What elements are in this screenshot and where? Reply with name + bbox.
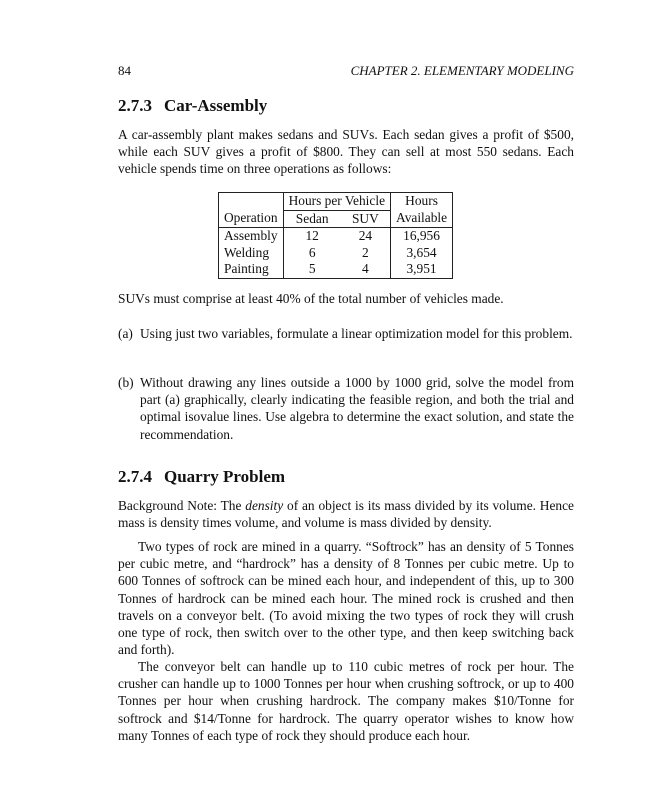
table-cell-suv: 2 (362, 244, 369, 260)
section-heading-car-assembly (118, 96, 267, 116)
section-number: 2.7.3 (118, 96, 152, 115)
section-title: Quarry Problem (164, 467, 286, 486)
background-note-paragraph (118, 497, 574, 531)
table-cell-sedan: 5 (283, 261, 341, 278)
constraint-paragraph: SUVs must comprise at least 40% of the total number of vehicles made. (118, 291, 504, 306)
section-number: 2.7.4 (118, 467, 152, 486)
table-cell-suv: 24 (358, 228, 373, 243)
table-cell-available: 3,654 (391, 245, 453, 262)
background-note-start: Background Note: The (118, 498, 246, 513)
table-corner (219, 193, 284, 211)
table-cell-operation: Painting (219, 261, 284, 278)
item-marker: (a) (118, 326, 133, 341)
table-cell-available: 16,956 (391, 228, 453, 245)
table-hours-header: Hours (391, 193, 453, 211)
table-row (219, 261, 453, 278)
chapter-title: CHAPTER 2. ELEMENTARY MODELING (350, 63, 574, 78)
table-row (219, 245, 453, 262)
item-text: Using just two variables, formulate a linear optimization model for this problem. (140, 326, 573, 341)
quarry-paragraph-1: Two types of rock are mined in a quarry. “Softrock” has an density of 5 Tonnes per cubic metre, and “hardrock” has a density of 8 Tonnes per cubic metre. Up to 600 Tonnes of softrock can be mined each hour, and independent of this, up to 300 Tonnes of hardrock can be mined each hour. The mined rock is crushed and then travels on a conveyor belt. (To avoid mixing the two types of rock they will crush one type of rock, then switch over to the other type, and then keep switching back and forth). (118, 539, 574, 658)
table-cell-suv: 4 (341, 261, 391, 278)
background-note-rest: of an object is its mass divided by its volume. Hence mass is density times volume, and volume is mass divided by density. (118, 498, 574, 531)
item-marker: (b) (118, 375, 134, 390)
operations-table (218, 192, 453, 279)
table-col-sedan: Sedan (283, 210, 341, 228)
quarry-paragraph-2: The conveyor belt can handle up to 110 cubic metres of rock per hour. The crusher can handle up to 1000 Tonnes per hour when crushing softrock, or up to 400 Tonnes per hour when crushing hardrock. The company makes $10/Tonne for softrock and $14/Tonne for hardrock. The quarry operator wishes to know how many Tonnes of each type of rock they should produce each hour. (118, 659, 574, 743)
density-term: density (245, 498, 284, 513)
exercise-item-b (118, 374, 574, 443)
table-cell-operation: Welding (219, 245, 284, 262)
section-title: Car-Assembly (164, 96, 268, 115)
table-row (219, 228, 453, 245)
table-cell-available: 3,951 (391, 261, 453, 278)
table-cell-sedan: 6 (283, 245, 341, 262)
table-col-suv: SUV (341, 210, 391, 228)
table-col-available: Available (391, 210, 453, 228)
item-text: Without drawing any lines outside a 1000 by 1000 grid, solve the model from part (a) graphically, clearly indicating the feasible region, and both the trial and optimal isovalue lines. Use algebra to determine the exact solution, and state the recommendation. (140, 375, 574, 442)
table-group-header: Hours per Vehicle (283, 193, 390, 211)
section-heading-quarry (118, 467, 285, 487)
table-cell-sedan: 12 (283, 228, 341, 245)
table-cell-operation: Assembly (219, 228, 284, 245)
car-intro-paragraph: A car-assembly plant makes sedans and SUVs. Each sedan gives a profit of $500, while each SUV gives a profit of $800. They can sell at most 550 sedans. Each vehicle spends time on three operations as follows: (118, 127, 574, 177)
exercise-item-a (118, 325, 574, 342)
table-col-operation: Operation (219, 210, 284, 228)
page-number: 84 (118, 63, 131, 78)
